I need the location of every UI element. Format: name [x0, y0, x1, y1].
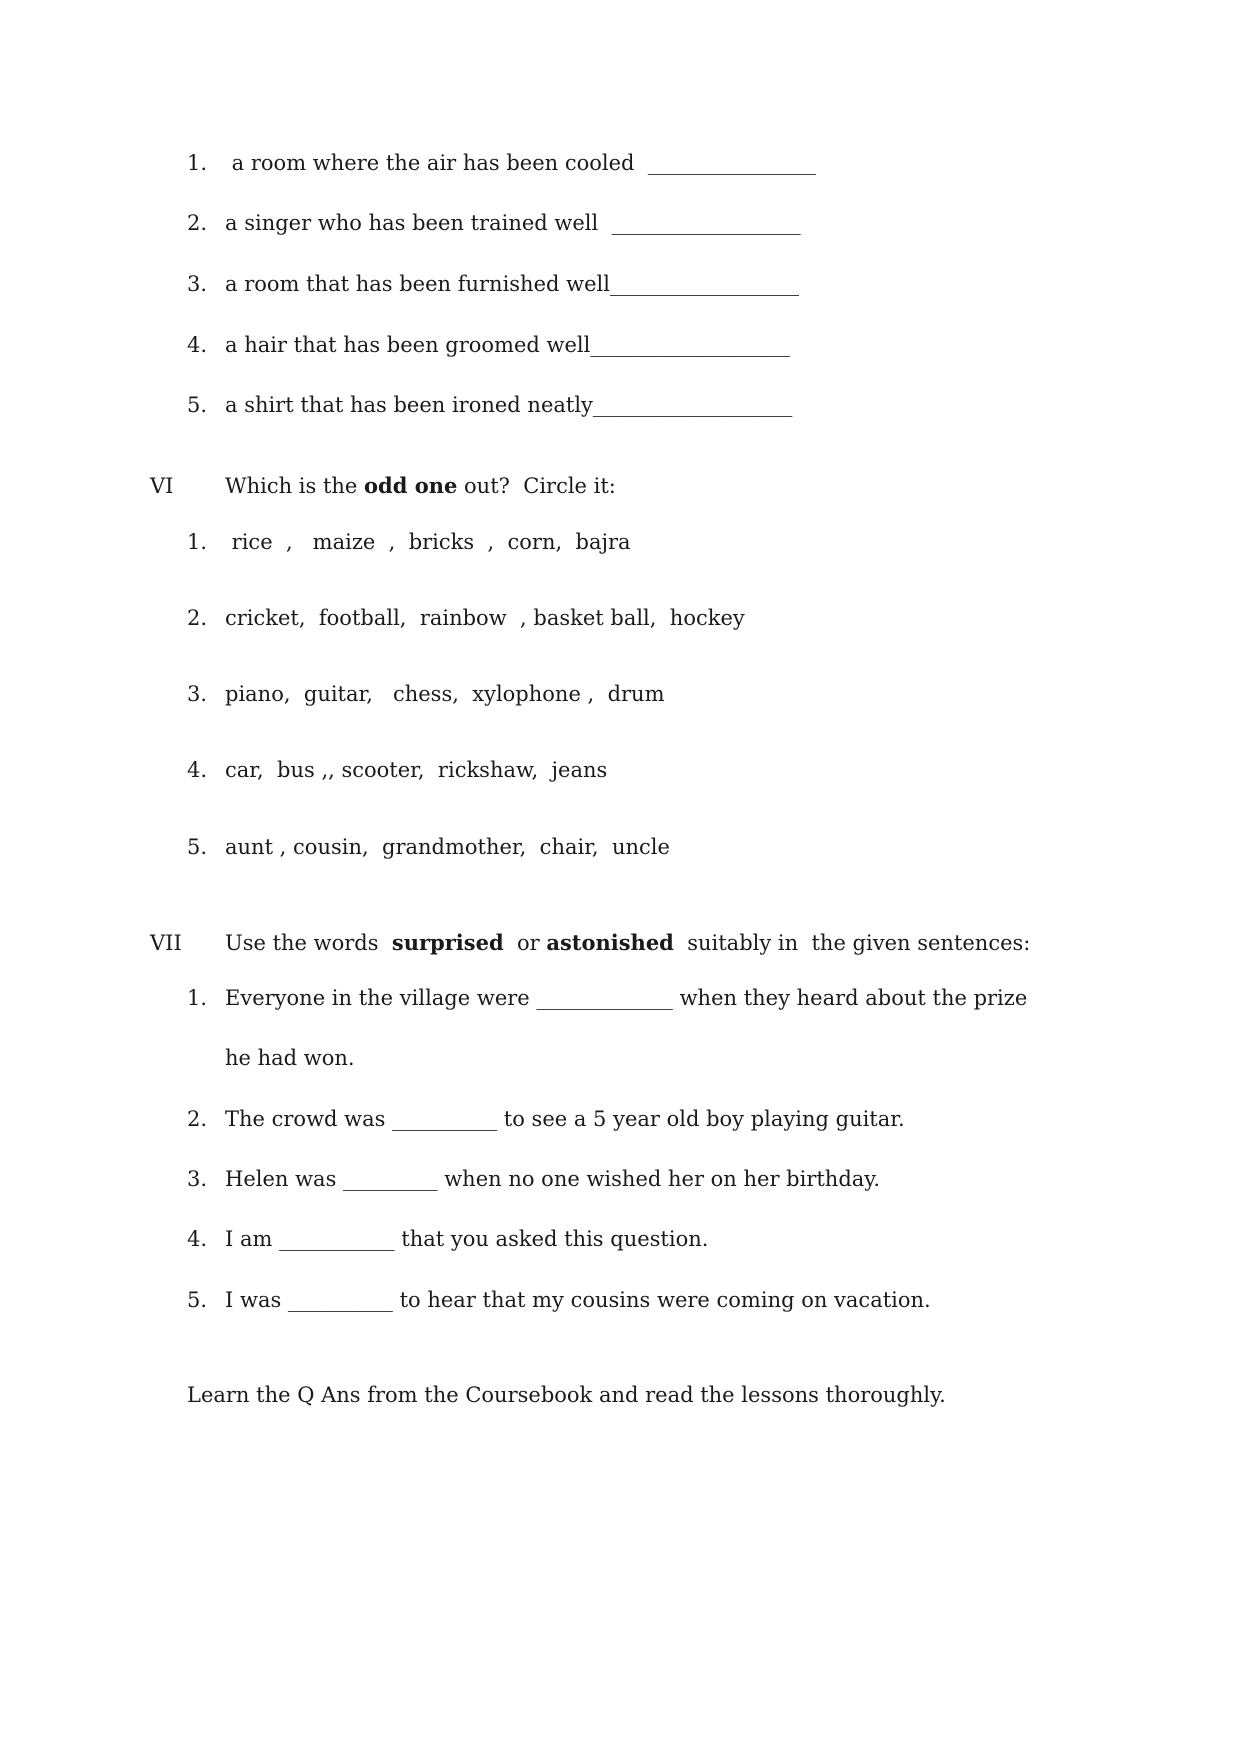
word-list: aunt , cousin, grandmother, chair, uncle — [225, 835, 670, 859]
item-number: 1. — [187, 530, 208, 554]
word-list: car, bus ,, scooter, rickshaw, jeans — [225, 758, 608, 782]
item-number: 4. — [187, 1227, 208, 1251]
instruction-bold: odd one — [364, 473, 458, 498]
item-number: 4. — [187, 333, 208, 357]
item-number: 3. — [187, 682, 208, 706]
keyword-astonished: astonished — [546, 930, 674, 955]
word-list: rice , maize , bricks , corn, bajra — [225, 530, 631, 554]
item-number: 3. — [187, 272, 208, 296]
item-number: 5. — [187, 835, 208, 859]
question-text: a room where the air has been cooled ________________ — [225, 151, 816, 175]
instruction-text: Which is the — [225, 474, 365, 498]
section-numeral: VI — [150, 474, 174, 498]
sentence-continuation: he had won. — [225, 1046, 355, 1070]
instruction-text: or — [503, 931, 547, 955]
question-text: a singer who has been trained well __________________ — [225, 211, 801, 235]
sentence-text: Helen was _________ when no one wished her on her birthday. — [225, 1167, 881, 1191]
item-number: 1. — [187, 151, 208, 175]
item-number: 2. — [187, 211, 208, 235]
sentence-text: Everyone in the village were _____________ when they heard about the prize — [225, 986, 1028, 1010]
item-number: 2. — [187, 606, 208, 630]
section-instruction — [225, 471, 616, 501]
item-number: 2. — [187, 1107, 208, 1131]
item-number: 1. — [187, 986, 208, 1010]
instruction-text: Use the words — [225, 931, 392, 955]
sentence-text: I was __________ to hear that my cousins were coming on vacation. — [225, 1288, 931, 1312]
item-number: 5. — [187, 1288, 208, 1312]
section-instruction — [225, 928, 1030, 958]
keyword-surprised: surprised — [391, 930, 504, 955]
footer-note: Learn the Q Ans from the Coursebook and read the lessons thoroughly. — [187, 1383, 946, 1407]
item-number: 4. — [187, 758, 208, 782]
item-number: 5. — [187, 393, 208, 417]
word-list: piano, guitar, chess, xylophone , drum — [225, 682, 665, 706]
word-list: cricket, football, rainbow , basket ball, hockey — [225, 606, 745, 630]
section-numeral: VII — [150, 931, 182, 955]
question-text: a hair that has been groomed well___________________ — [225, 333, 790, 357]
sentence-text: I am ___________ that you asked this question. — [225, 1227, 709, 1251]
question-text: a shirt that has been ironed neatly___________________ — [225, 393, 793, 417]
item-number: 3. — [187, 1167, 208, 1191]
question-text: a room that has been furnished well__________________ — [225, 272, 799, 296]
instruction-text: suitably in the given sentences: — [673, 931, 1031, 955]
instruction-text: out? Circle it: — [457, 474, 616, 498]
sentence-text: The crowd was __________ to see a 5 year old boy playing guitar. — [225, 1107, 905, 1131]
